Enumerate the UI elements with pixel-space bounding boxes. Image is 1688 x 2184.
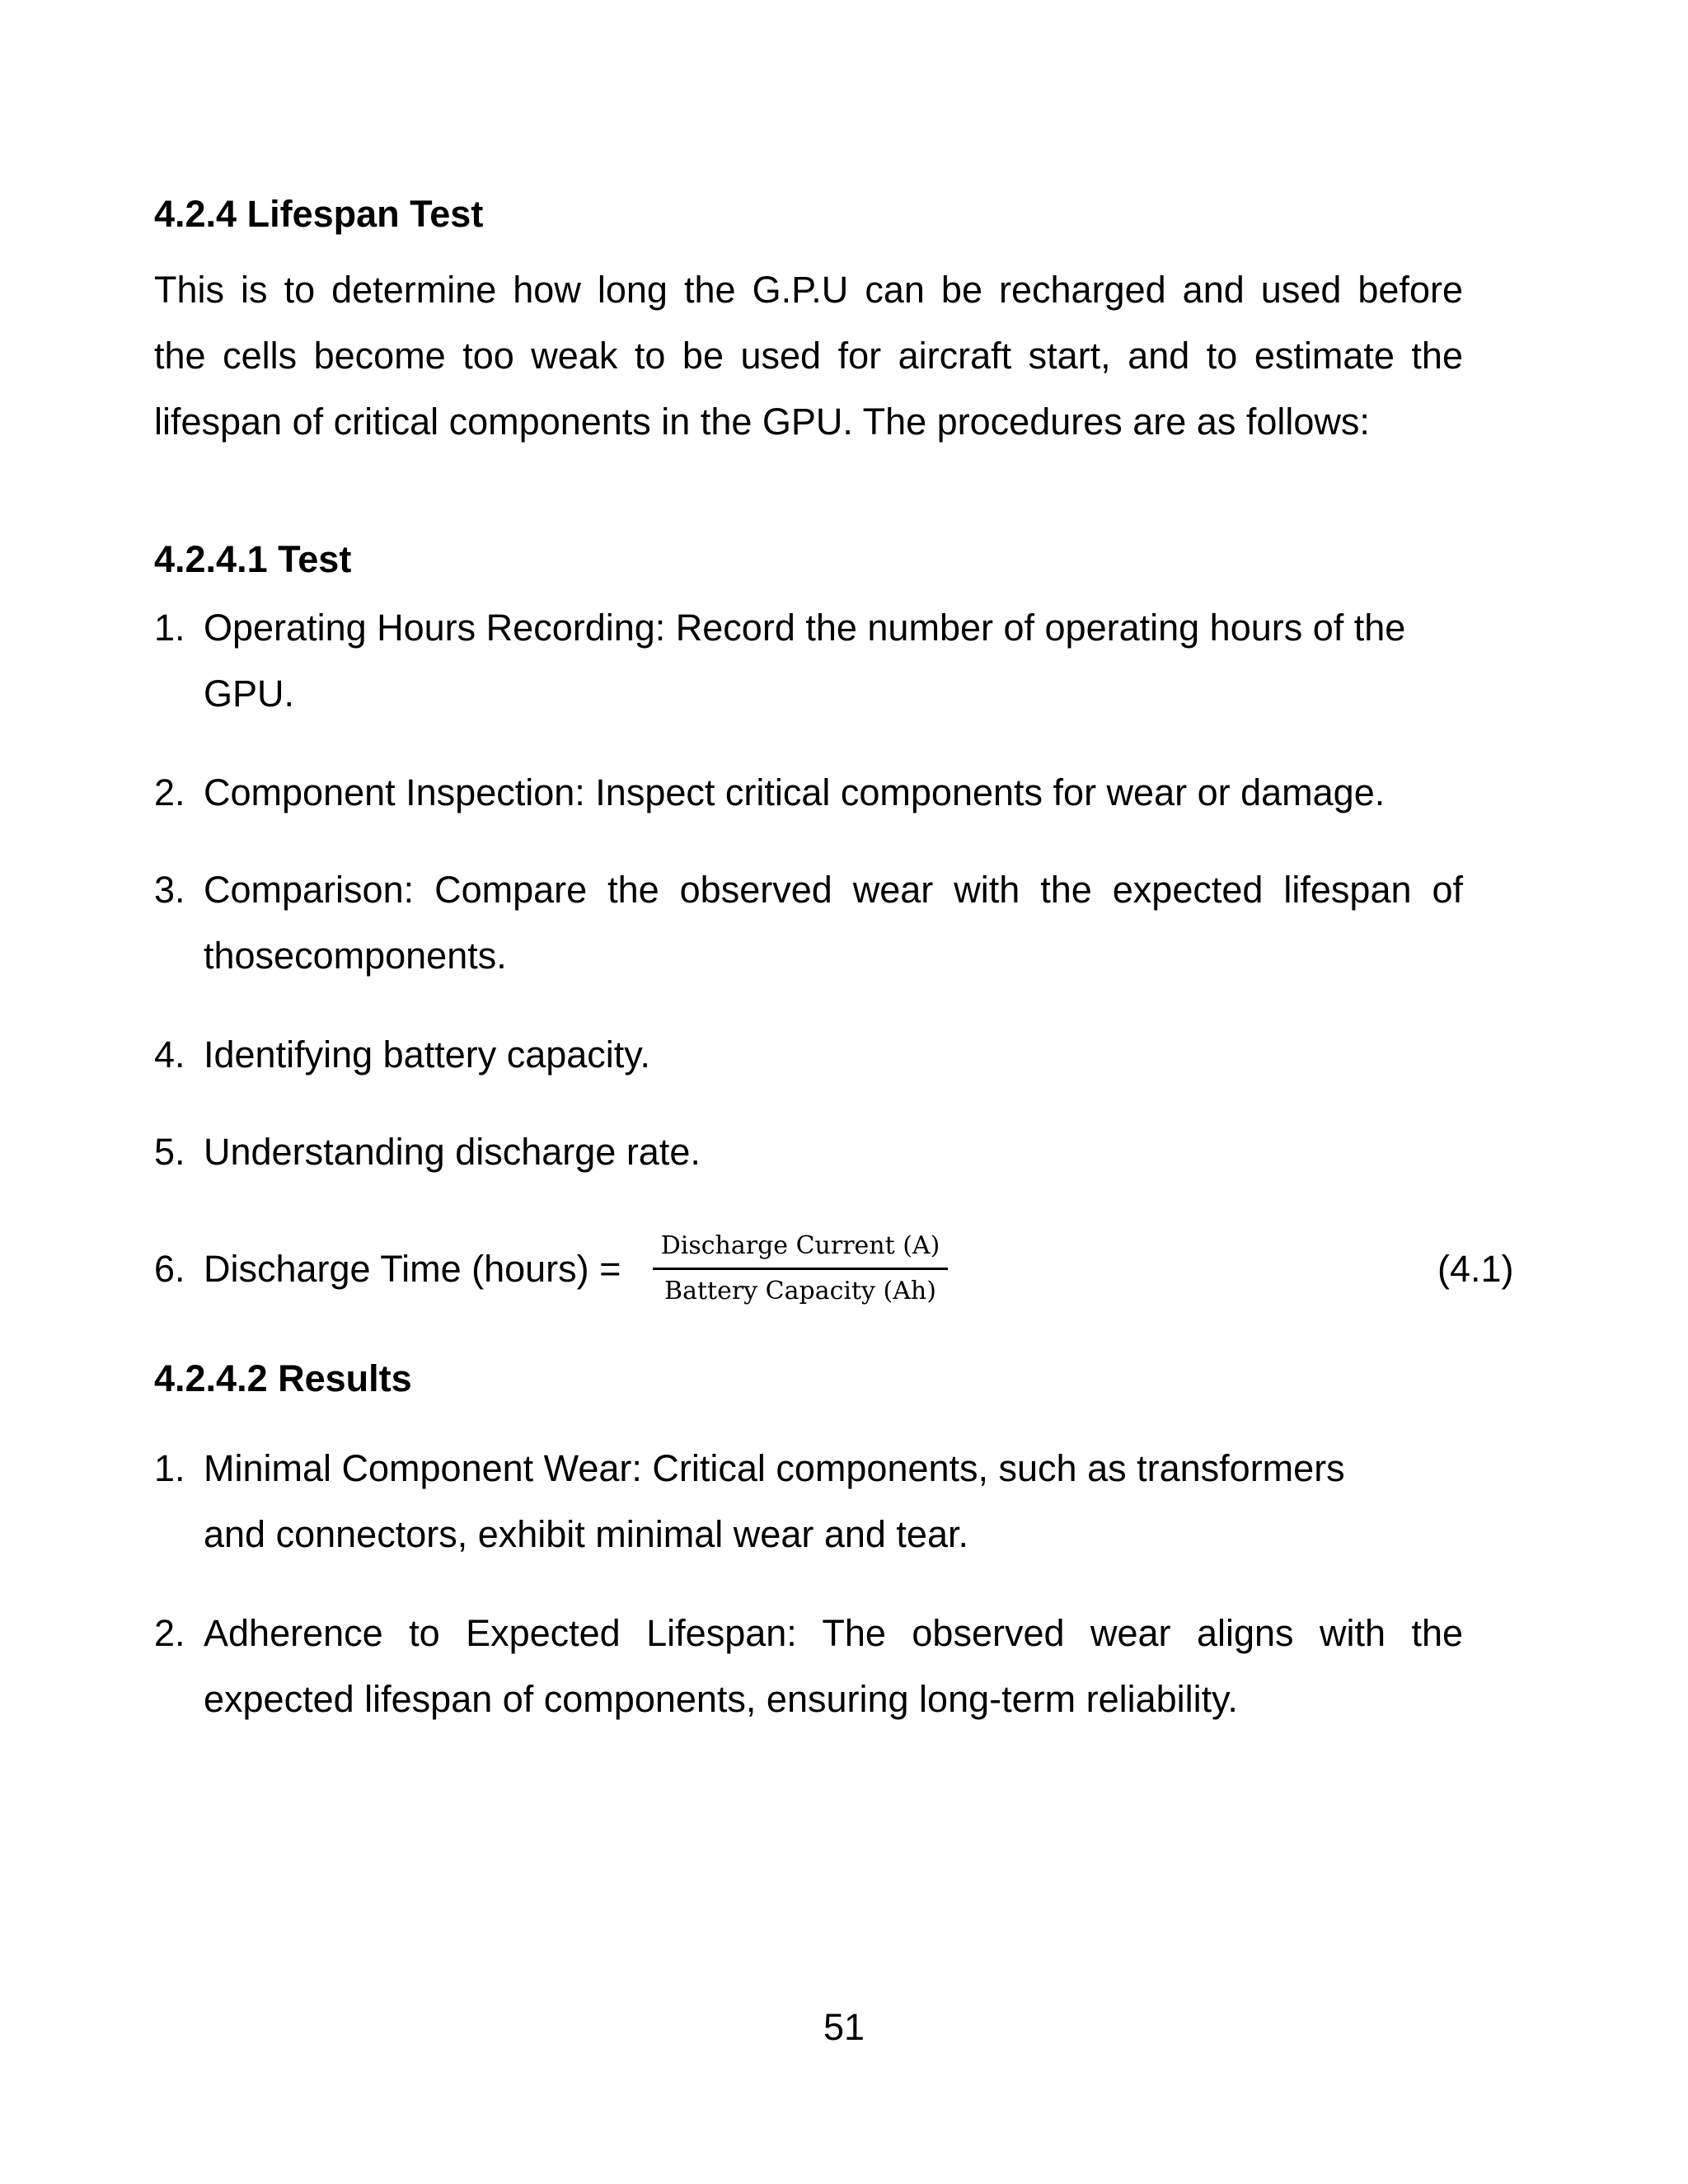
list-item-line: Comparison: Compare the observed wear with the expected lifespan of xyxy=(204,869,1463,911)
test-list-item xyxy=(154,760,1463,826)
list-item-number: 2. xyxy=(154,1612,185,1654)
discharge-time-formula xyxy=(653,1228,948,1310)
list-item-line: and connectors, exhibit minimal wear and tear. xyxy=(204,1513,968,1555)
test-list-item xyxy=(154,1022,1463,1088)
list-item-line: Discharge Time (hours) = xyxy=(204,1248,621,1290)
list-item-line: Component Inspection: Inspect critical components for wear or damage. xyxy=(204,771,1386,813)
list-item-line: Understanding discharge rate. xyxy=(204,1131,701,1173)
results-list-item xyxy=(154,1601,1463,1732)
list-item-number: 4. xyxy=(154,1033,185,1076)
equation-number: (4.1) xyxy=(1437,1248,1514,1290)
list-item-number: 1. xyxy=(154,607,185,649)
results-list-item xyxy=(154,1436,1463,1568)
intro-line: This is to determine how long the G.P.U can be recharged and used before xyxy=(154,269,1463,311)
list-item-number: 3. xyxy=(154,869,185,911)
test-heading: 4.2.4.1 Test xyxy=(154,538,352,580)
test-list-item xyxy=(154,857,1463,989)
list-item-number: 5. xyxy=(154,1131,185,1173)
intro-paragraph xyxy=(154,257,1463,455)
section-heading: 4.2.4 Lifespan Test xyxy=(154,193,484,235)
page-number: 51 xyxy=(823,2006,865,2048)
list-item-number: 1. xyxy=(154,1447,185,1489)
list-item-line: Operating Hours Recording: Record the number of operating hours of the xyxy=(204,607,1406,649)
formula-numerator: Discharge Current (A) xyxy=(653,1228,948,1270)
test-list-item xyxy=(154,1119,1463,1185)
list-item-line: Minimal Component Wear: Critical components, such as transformers xyxy=(204,1447,1345,1489)
intro-line: the cells become too weak to be used for aircraft start, and to estimate the xyxy=(154,335,1463,377)
list-item-number: 6. xyxy=(154,1248,185,1290)
list-item-line: Identifying battery capacity. xyxy=(204,1033,650,1076)
list-item-line: expected lifespan of components, ensuring long-term reliability. xyxy=(204,1678,1238,1720)
results-heading: 4.2.4.2 Results xyxy=(154,1357,412,1399)
intro-line: lifespan of critical components in the GPU. The procedures are as follows: xyxy=(154,401,1370,443)
list-item-line: Adherence to Expected Lifespan: The observed wear aligns with the xyxy=(204,1612,1463,1654)
list-item-line: thosecomponents. xyxy=(204,935,507,977)
test-list-item xyxy=(154,595,1463,727)
list-item-number: 2. xyxy=(154,771,185,813)
formula-denominator: Battery Capacity (Ah) xyxy=(664,1277,936,1305)
list-item-line: GPU. xyxy=(204,673,295,715)
